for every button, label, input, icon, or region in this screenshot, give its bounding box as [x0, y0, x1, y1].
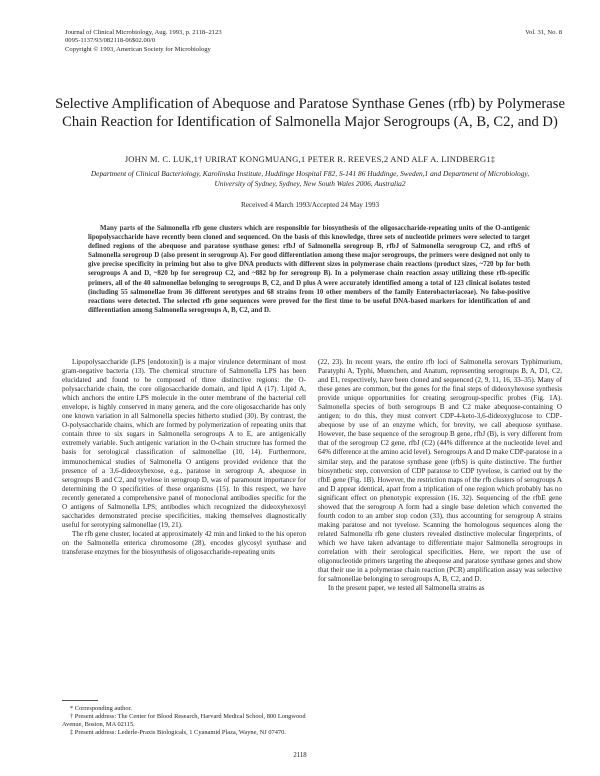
paragraph: (22, 23). In recent years, the entire rfb loci of Salmonella serovars Typhimurium, Paratyphi A, Typhi, Muenchen, and Anatum, representing serogroups B, A, D1, C2, and E1, respectively, have been cloned and sequenced (2, 9, 11, 16, 33–35). Many of these genes are common, but the genes for the final steps of dideoxyhexose synthesis provide unique opportunities for creating serogroup-specific probes (Fig. 1A). Salmonella species of both serogroups B and C2 make abequose-containing O antigen; to do this, they must convert CDP-4-keto-3,6-dideoxyglucose to CDP-abequose by use of an enzyme which, for brevity, we call abequose synthase. However, the base sequence of the serogroup B gene, rfbJ (B), is very different from that of the serogroup C2 gene, rfbJ (C2) (44% difference at the nucleotide level and 64% difference at the amino acid level). Serogroups A and D make CDP-paratose in a similar step, and the paratose synthase gene (rfbS) is quite distinctive. The further biosynthetic step, conversion of CDP paratose to CDP tyvelose, is carried out by the rfbE gene (Fig. 1B). However, the restriction maps of the rfb clusters of serogroups A and D appear identical, apart from a triplication of one region which probably has no significant effect on phenotypic expression (16, 32). Sequencing of the rfbE gene showed that the serogroup A form had a single base deletion which converted the fourth codon to an amber stop codon (33), thus accounting for serogroup A strains making paratose and not tyvelose. Scanning the homologous sequences along the related Salmonella rfb gene clusters revealed distinctive molecular fingerprints, of which we have taken advantage to differentiate major Salmonella serogroups in correlation with their serological specificities. Here, we report the use of oligonucleotide primers targeting the abequose and paratose synthase genes and show that their use in a polymerase chain reaction (PCR) amplification assay was selective for salmonellae belonging to serogroups A, B, C2, and D. [318, 358, 562, 584]
footnote-rule [62, 700, 98, 701]
abstract: Many parts of the Salmonella rfb gene clusters which are responsible for biosynthesis of the oligosaccharide-repeating units of the O-antigenic lipopolysaccharide have recently been cloned and sequenced. On the basis of this knowledge, three sets of nucleotide primers were selected to target defined regions of the abequose and paratose synthase genes: rfbJ of Salmonella serogroup B, rfbJ of Salmonella serogroup C2, and rfbS of Salmonella serogroup D (also present in serogroup A). For good differentiation among these major serogroups, the primers were designed not only to give precise specificity in priming but also to give DNA products with different sizes in polymerase chain reactions (product sizes, ~720 bp for both serogroups A and D, ~820 bp for serogroup C2, and ~882 bp for serogroup B). In a polymerase chain reaction assay utilizing these rfb-specific primers, all of the 40 salmonellae belonging to serogroups B, C2, and D plus A were accurately identified among a total of 123 clinical isolates tested (including 55 salmonellae from 36 different serotypes and 68 strains from 10 other members of the family Enterobacteriaceae). No false-positive reactions were detected. The selected rfb gene sequences were proved for the first time to be useful DNA-based markers for identification of and differentiation among Salmonella serogroups A, B, C2, and D. [88, 224, 530, 314]
received-date: Received 4 March 1993/Accepted 24 May 1993 [240, 201, 380, 209]
footnote: † Present address: The Center for Blood Research, Harvard Medical School, 800 Longwood Avenue, Boston, MA 02115. [62, 712, 306, 728]
body-column-right [318, 358, 562, 593]
footnote: * Corresponding author. [70, 705, 132, 712]
paragraph: Lipopolysaccharide (LPS [endotoxin]) is a major virulence determinant of most gram-negative bacteria (13). The chemical structure of Salmonella LPS has been elucidated and found to be composed of three distinctive regions: the O-polysaccharide chain, the core oligosaccharide domain, and lipid A (17). Lipid A, which anchors the entire LPS molecule in the outer membrane of the bacterial cell envelope, is highly conserved in many genera, and the core oligosaccharide has only one known variation in all Salmonella species hitherto studied (30). By contrast, the O-polysaccharide chains, which are formed by polymerization of repeating units that contain three to six sugars in Salmonella serogroups A to E, are antigenically extremely variable. Such antigenic variation in the O-chain structure has formed the basis for serological classification of salmonellae (10, 14). Furthermore, immunochemical studies of Salmonella O antigens provided evidence that the presence of a 3,6-dideoxyhexose, e.g., paratose in serogroup A, abequose in serogroups B and C2, and tyvelose in serogroup D, was of paramount importance for determining the O specificities of these organisms (15). In this respect, we have recently generated a comprehensive panel of monoclonal antibodies specific for the O antigens of Salmonella LPS; antibodies which recognized the dideoxyhexosyl saccharides demonstrated precise specificities, making themselves diagnostically useful for serotyping salmonellae (19, 21). [62, 358, 306, 529]
body-column-left [62, 358, 306, 557]
journal-header [65, 29, 222, 54]
author-list: JOHN M. C. LUK,1† URIRAT KONGMUANG,1 PETER R. REEVES,2 AND ALF A. LINDBERG1‡ [124, 154, 496, 164]
volume-issue: Vol. 31, No. 8 [525, 29, 562, 36]
affiliations: Department of Clinical Bacteriology, Karolinska Institute, Huddinge Hospital F82, S-141 86 Huddinge, Sweden,1 and Department of Microbiology, University of Sydney, Sydney, New South Wales 2006, Australia2 [90, 169, 530, 188]
journal-line: Journal of Clinical Microbiology, Aug. 1993, p. 2118–2123 [65, 29, 222, 36]
copyright-line: Copyright © 1993, American Society for Microbiology [65, 45, 211, 53]
page-number: 2118 [293, 752, 307, 759]
paragraph: In the present paper, we tested all Salmonella strains as [328, 584, 485, 593]
footnotes [62, 705, 306, 737]
article-title: Selective Amplification of Abequose and Paratose Synthase Genes (rfb) by Polymerase Chain Reaction for Identification of Salmonella Major Serogroups (A, B, C2, and D) [55, 96, 565, 130]
issn-line: 0095-1137/93/082118-06$02.00/0 [65, 37, 156, 45]
paragraph: The rfb gene cluster, located at approximately 42 min and linked to the his operon on the Salmonella enterica chromosome (28), encodes glycosyl synthase and transferase enzymes for the biosynthesis of oligosaccharide-repeating units [62, 529, 306, 556]
footnote: ‡ Present address: Lederle-Praxis Biologicals, 1 Cyanamid Plaza, Wayne, NJ 07470. [70, 728, 286, 736]
